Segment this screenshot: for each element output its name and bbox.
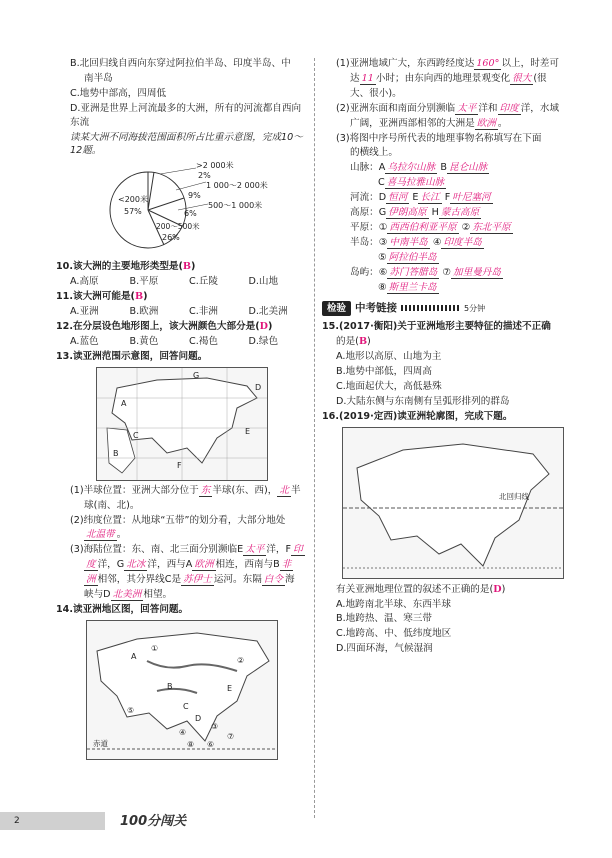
- q12-opt-a: A.蓝色: [70, 335, 99, 347]
- q14-part1-l2: 达 11 小时；由东向西的地理景观变化 很大 (很: [350, 72, 547, 84]
- peninsulas-line-2: ⑤ 阿拉伯半岛: [378, 251, 437, 263]
- q15-stem-2: 的是(B): [336, 336, 371, 348]
- pie-label-2: 2%: [198, 171, 211, 181]
- q14-part3-l2: 的横线上。: [350, 147, 398, 159]
- q10-stem: 10.该大洲的主要地形类型是(B): [56, 261, 196, 273]
- q12-stem: 12.在分层设色地形图上，该大洲颜色大部分是(D): [56, 320, 273, 332]
- pie-label-6: 6%: [184, 209, 197, 219]
- q10-opt-b: B.平原: [129, 276, 159, 288]
- q11-opt-c: C.非洲: [189, 306, 218, 318]
- q15-opt-d: D.大陆东侧与东南侧有呈弧形排列的群岛: [336, 395, 510, 407]
- q13-part3-l4: 峡与D 北美洲 相望。: [84, 589, 173, 601]
- banner-time: 5分钟: [464, 303, 486, 313]
- map14-label-4: ④: [179, 727, 187, 737]
- q14-part2: (2)亚洲东面和南面分别濒临 太平 洋和 印度 洋，水域: [336, 102, 560, 114]
- q12-opt-c: C.褐色: [189, 335, 218, 347]
- q15-opt-a: A.地形以高原、山地为主: [336, 351, 442, 363]
- plateaus-line: 高原：G 伊朗高原 H 蒙古高原: [350, 207, 480, 219]
- q14-stem: 14.读亚洲地区图，回答问题。: [56, 603, 189, 615]
- q12-opt-d: D.绿色: [248, 335, 279, 347]
- islands-line-2: ⑧ 斯里兰卡岛: [378, 281, 437, 293]
- banner-dots: [401, 305, 461, 311]
- right-column: [322, 56, 580, 657]
- q9-option-b-cont: 南半岛: [84, 72, 113, 84]
- map16-label-tropic: 北回归线: [499, 491, 529, 501]
- q9-option-b: B.北回归线自西向东穿过阿拉伯半岛、印度半岛、中: [70, 58, 291, 69]
- page-number: 2: [14, 815, 20, 826]
- islands-line: 岛屿：⑥ 苏门答腊岛 ⑦ 加里曼丹岛: [350, 266, 501, 278]
- q12-opt-b: B.黄色: [129, 335, 159, 347]
- pie-label-26: 26%: [162, 233, 180, 243]
- q13-part3: (3)海陆位置：东、南、北三面分别濒临E 太平 洋，F 印: [70, 544, 303, 556]
- map14-label-a: A: [131, 651, 137, 661]
- q13-part2-cont: 北温带 。: [86, 529, 127, 541]
- pie-label-57: 57%: [124, 207, 142, 217]
- q11-options: [56, 305, 308, 319]
- q11-stem: 11.该大洲可能是(B): [56, 291, 148, 303]
- q11-opt-a: A.亚洲: [70, 306, 99, 318]
- map13-label-g: G: [193, 370, 200, 380]
- plains-line: 平原：① 西西伯利亚平原 ② 东北平原: [350, 221, 511, 233]
- q14-part2-l2: 广阔，亚洲西部相邻的大洲是 欧洲 。: [350, 117, 508, 129]
- q13-part1: (1)半球位置：亚洲大部分位于 东 半球(东、西)， 北 半: [70, 484, 301, 496]
- pie-label-gt2000: >2 000米: [196, 161, 234, 171]
- q16-opt-d: D.四面环海，气候湿润: [336, 643, 433, 655]
- banner-title: 中考链接: [355, 301, 398, 314]
- q11-opt-b: B.欧洲: [129, 306, 159, 318]
- q14-part1: (1)亚洲地域广大，东西跨经度达 160° 以上，时差可: [336, 58, 559, 69]
- left-column: [56, 56, 308, 760]
- q13-stem: 13.读亚洲范围示意图，回答问题。: [56, 350, 208, 362]
- map14-label-e: E: [227, 683, 233, 693]
- q13-part3-l2: 度 洋，G 北冰 洋，西与A 欧洲 相连，西南与B 非: [86, 559, 292, 571]
- q16-opt-b: B.地跨热、温、寒三带: [336, 613, 432, 625]
- map14-label-3: ③: [211, 721, 219, 731]
- map14-label-1: ①: [151, 643, 159, 653]
- q14-part3: (3)将图中序号所代表的地理事物名称填写在下面: [336, 132, 542, 144]
- asia-region-map: [86, 620, 278, 760]
- q15-opt-b: B.地势中部低，四周高: [336, 365, 432, 377]
- map14-label-6: ⑥: [207, 739, 215, 749]
- q10-opt-d: D.山地: [248, 276, 279, 288]
- map14-label-b: B: [167, 681, 173, 691]
- q16-stem: 16.(2019·定西)读亚洲轮廓图，完成下题。: [322, 410, 513, 422]
- asia-outline-map: [342, 427, 564, 579]
- q15-opt-c: C.地面起伏大，高低悬殊: [336, 380, 442, 392]
- map14-label-7: ⑦: [227, 731, 235, 741]
- q10-12-stem: 读某大洲不同海拔范围面积所占比重示意图，完成10～12题。: [70, 131, 303, 157]
- q14-part1-l3: 大、很小)。: [350, 87, 402, 99]
- q10-opt-a: A.高原: [70, 276, 99, 288]
- q16-opt-a: A.地跨南北半球、东西半球: [336, 598, 451, 610]
- q12-options: [56, 335, 308, 349]
- map14-label-c: C: [183, 701, 189, 711]
- q10-options: [56, 275, 308, 289]
- asia-range-map: [96, 367, 268, 481]
- q11-opt-d: D.北美洲: [248, 306, 288, 318]
- map13-label-c: C: [133, 430, 139, 440]
- mountains-line: 山脉：A 乌拉尔山脉 B 昆仑山脉: [350, 162, 488, 174]
- map13-label-a: A: [121, 398, 127, 408]
- map13-label-d: D: [255, 382, 262, 392]
- exam-link-banner: [322, 301, 580, 317]
- q13-part1-cont: 球(南、北)。: [84, 499, 140, 511]
- q9-option-d: D.亚洲是世界上河流最多的大洲，所有的河流都自西向东流: [70, 102, 302, 128]
- pie-label-9: 9%: [188, 191, 201, 201]
- map14-label-8: ⑧: [187, 739, 195, 749]
- map14-label-equator: 赤道: [93, 738, 108, 748]
- pie-label-200-500: 200～500米: [156, 222, 200, 232]
- map14-label-d: D: [195, 713, 202, 723]
- pie-label-1000-2000: 1 000～2 000米: [206, 181, 268, 191]
- q16-opt-c: C.地跨高、中、低纬度地区: [336, 628, 452, 640]
- pie-label-lt200: <200米: [118, 195, 148, 205]
- banner-tag: 检验: [322, 301, 351, 317]
- asia-outline-shape: [97, 368, 267, 480]
- pie-label-500-1000: 500～1 000米: [208, 201, 263, 211]
- peninsulas-line: 半岛：③ 中南半岛 ④ 印度半岛: [350, 236, 482, 248]
- q13-part3-l3: 洲 相邻，其分界线C是 苏伊士 运河。东隔 白令 海: [86, 574, 295, 586]
- q16-sub: 有关亚洲地理位置的叙述不正确的是(D): [336, 583, 506, 595]
- column-divider: [314, 58, 315, 818]
- q10-opt-c: C.丘陵: [189, 276, 218, 288]
- map14-label-5: ⑤: [127, 705, 135, 715]
- series-logo: 100分闯关: [120, 814, 187, 830]
- q9-option-c: C.地势中部高，四周低: [70, 87, 167, 99]
- map13-label-e: E: [245, 426, 251, 436]
- rivers-line: 河流：D 恒河 E 长江 F 叶尼塞河: [350, 192, 491, 204]
- map14-label-2: ②: [237, 655, 245, 665]
- map13-label-b: B: [113, 448, 119, 458]
- q15-stem: 15.(2017·衡阳)关于亚洲地形主要特征的描述不正确: [322, 321, 551, 333]
- q13-part2: (2)纬度位置：从地球“五带”的划分看，大部分地处: [70, 514, 286, 526]
- altitude-pie-chart: [56, 160, 308, 258]
- asia-outline-map-shape: [343, 428, 563, 578]
- mountains-line-2: C 喜马拉雅山脉: [378, 177, 445, 189]
- pie-chart-figure: [56, 160, 308, 258]
- map13-label-f: F: [177, 460, 182, 470]
